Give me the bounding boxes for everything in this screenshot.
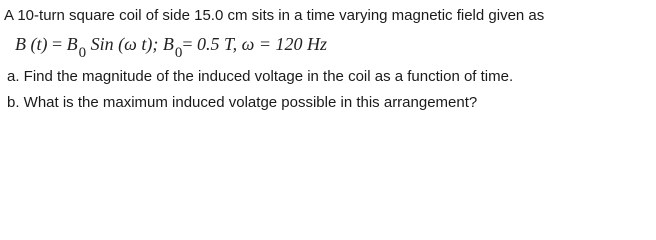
equation-equals-2: = [182, 34, 193, 54]
problem-page [0, 0, 656, 115]
equation-sine-term: Sin (ω t); [90, 34, 159, 54]
equation-values: 0.5 T, ω = 120 Hz [197, 34, 328, 54]
equation-b2-subscript: 0 [174, 45, 183, 61]
question-part-b: b. What is the maximum induced volatge possible in this arrangement? [7, 94, 478, 111]
question-part-a: a. Find the magnitude of the induced voltage in the coil as a function of time. [7, 68, 514, 85]
field-equation [15, 33, 328, 61]
equation-lhs: B (t) [15, 34, 48, 54]
equation-b2: B [162, 34, 174, 54]
equation-b: B [66, 34, 78, 54]
equation-equals-1: = [51, 34, 63, 54]
equation-b-subscript: 0 [78, 45, 87, 61]
problem-statement: A 10-turn square coil of side 15.0 cm sits in a time varying magnetic field given as [4, 7, 545, 24]
